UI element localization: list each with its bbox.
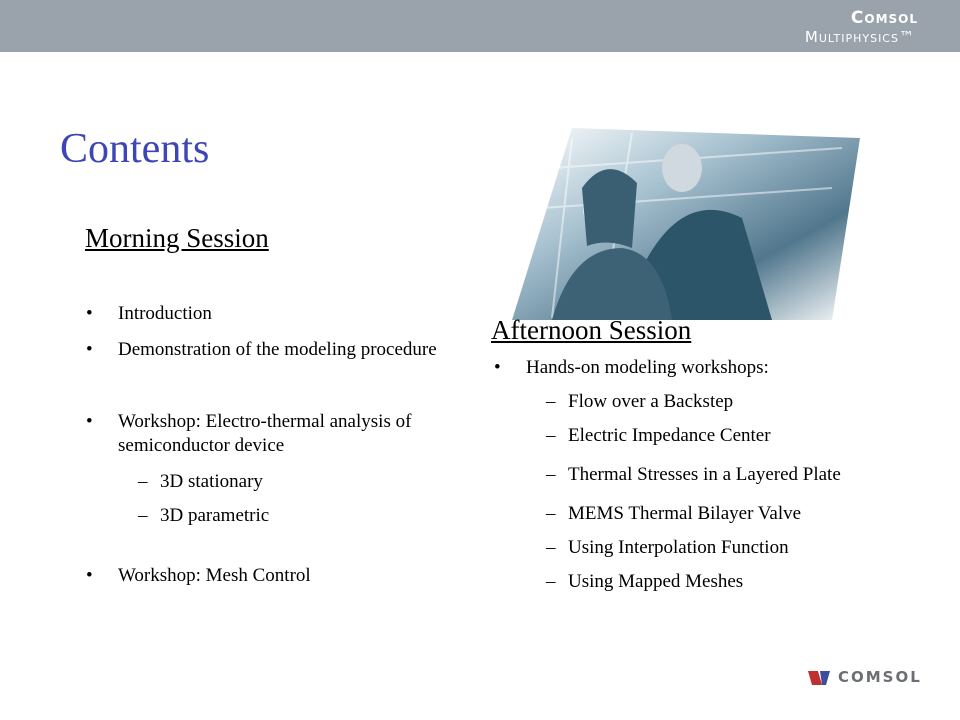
list-item: • Workshop: Mesh Control	[118, 564, 458, 588]
brand-product: Multiphysics™	[804, 28, 915, 46]
afternoon-session-list	[526, 356, 866, 594]
list-item: – 3D stationary	[160, 470, 458, 494]
comsol-emblem-icon	[808, 669, 832, 687]
morning-session-list	[118, 302, 458, 588]
list-item: • Introduction	[118, 302, 458, 326]
footer-logo-text: COMSOL	[838, 668, 922, 686]
brand-logo	[805, 8, 918, 46]
people-photo	[512, 128, 860, 320]
header-band	[0, 0, 960, 52]
list-item: – Using Mapped Meshes	[568, 570, 866, 594]
list-item: – 3D parametric	[160, 504, 458, 528]
list-item: – Thermal Stresses in a Layered Plate	[568, 458, 868, 492]
list-item: – MEMS Thermal Bilayer Valve	[568, 502, 866, 526]
list-item: • Demonstration of the modeling procedure	[118, 338, 458, 362]
list-item: – Flow over a Backstep	[568, 390, 866, 414]
slide-title: Contents	[60, 126, 210, 172]
list-item: • Workshop: Electro-thermal analysis of semiconductor device	[118, 410, 458, 458]
list-item: • Hands-on modeling workshops:	[526, 356, 866, 380]
list-item: – Using Interpolation Function	[568, 536, 866, 560]
morning-session-heading: Morning Session	[85, 223, 269, 253]
afternoon-session-heading: Afternoon Session	[491, 315, 692, 345]
brand-name: Comsol	[850, 8, 918, 28]
comsol-footer-logo	[808, 668, 938, 688]
list-item: – Electric Impedance Center	[568, 424, 866, 448]
